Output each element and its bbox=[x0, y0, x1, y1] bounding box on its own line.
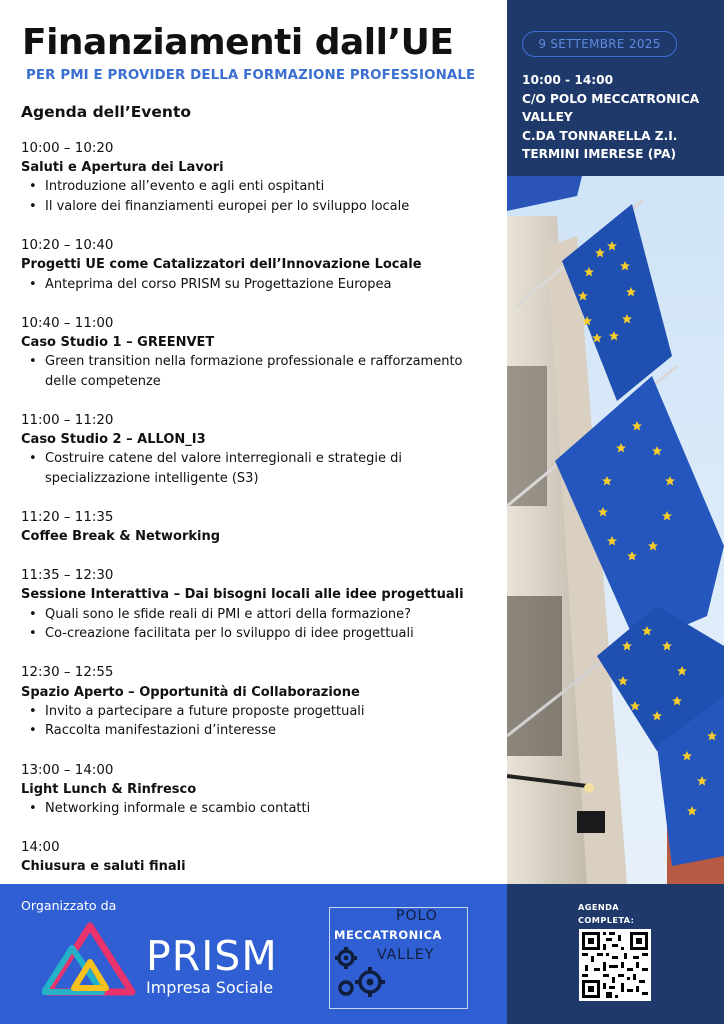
page-title: Finanziamenti dall’UE bbox=[22, 22, 454, 63]
agenda-item-title: Spazio Aperto – Opportunità di Collaborazione bbox=[21, 684, 360, 700]
event-info-panel bbox=[507, 0, 724, 176]
agenda-bullet: • Networking informale e scambio contatti bbox=[21, 799, 491, 819]
agenda-item-title: Light Lunch & Rinfresco bbox=[21, 781, 197, 797]
event-venue bbox=[522, 71, 699, 164]
eu-flags-photo bbox=[507, 176, 724, 884]
venue-line: 10:00 - 14:00 bbox=[522, 73, 614, 87]
agenda-item-bullets bbox=[21, 177, 491, 216]
prism-triangle-logo bbox=[42, 922, 138, 998]
venue-line: VALLEY bbox=[522, 110, 573, 125]
agenda-item-time: 14:00 bbox=[21, 840, 60, 856]
agenda-bullet: • Raccolta manifestazioni d’interesse bbox=[21, 721, 491, 741]
agenda-item-title: Saluti e Apertura dei Lavori bbox=[21, 160, 224, 176]
agenda-bullet: • Co-creazione facilitata per lo sviluppo di idee progettuali bbox=[21, 624, 491, 644]
agenda-item bbox=[21, 508, 491, 546]
agenda-item-time: 11:00 – 11:20 bbox=[21, 412, 114, 428]
page-subtitle: PER PMI E PROVIDER DELLA FORMAZIONE PROFESSIONALE bbox=[26, 68, 476, 83]
agenda-item-title: Caso Studio 1 – GREENVET bbox=[21, 334, 215, 350]
agenda-item-time: 13:00 – 14:00 bbox=[21, 762, 114, 778]
gears-icon bbox=[332, 944, 392, 1004]
prism-subtitle: Impresa Sociale bbox=[146, 978, 274, 997]
agenda-item-time: 10:20 – 10:40 bbox=[21, 238, 114, 254]
agenda-bullet: • Costruire catene del valore interregionali e strategie di specializzazione intelligente (S3) bbox=[21, 449, 491, 488]
agenda-heading: Agenda dell’Evento bbox=[21, 103, 192, 121]
venue-line: TERMINI IMERESE (PA) bbox=[522, 147, 677, 162]
prism-name: PRISM bbox=[146, 932, 278, 980]
agenda-item-time: 11:20 – 11:35 bbox=[21, 510, 114, 526]
agenda-item bbox=[21, 663, 491, 741]
agenda-list bbox=[21, 139, 491, 896]
agenda-bullet: • Invito a partecipare a future proposte progettuali bbox=[21, 702, 491, 722]
agenda-item-time: 12:30 – 12:55 bbox=[21, 665, 114, 681]
full-agenda-label-line: AGENDA bbox=[578, 902, 620, 912]
agenda-item-bullets bbox=[21, 449, 491, 488]
event-date-badge: 9 SETTEMBRE 2025 bbox=[522, 31, 677, 57]
agenda-item bbox=[21, 314, 491, 392]
agenda-item-bullets bbox=[21, 352, 491, 391]
agenda-item-bullets bbox=[21, 799, 491, 819]
footer-organizers bbox=[0, 884, 507, 1024]
polo-logo-line2: MECCATRONICA bbox=[334, 928, 442, 942]
agenda-item-time: 10:00 – 10:20 bbox=[21, 141, 114, 156]
agenda-bullet: • Green transition nella formazione professionale e rafforzamento delle competenze bbox=[21, 352, 491, 391]
agenda-item bbox=[21, 566, 491, 644]
organized-by-label: Organizzato da bbox=[21, 898, 117, 913]
agenda-item-title: Chiusura e saluti finali bbox=[21, 859, 186, 875]
agenda-item bbox=[21, 411, 491, 489]
agenda-item-bullets bbox=[21, 275, 491, 295]
qr-code[interactable] bbox=[579, 929, 651, 1001]
agenda-bullet: • Il valore dei finanziamenti europei per lo sviluppo locale bbox=[21, 197, 491, 217]
qr-panel bbox=[507, 884, 724, 1024]
polo-logo-line3: VALLEY bbox=[377, 947, 435, 963]
agenda-item-bullets bbox=[21, 605, 491, 644]
agenda-item bbox=[21, 761, 491, 819]
full-agenda-label-line: COMPLETA: bbox=[578, 914, 635, 925]
agenda-bullet: • Quali sono le sfide reali di PMI e attori della formazione? bbox=[21, 605, 491, 625]
agenda-item bbox=[21, 139, 491, 217]
agenda-item bbox=[21, 838, 491, 876]
agenda-bullet: • Anteprima del corso PRISM su Progettazione Europea bbox=[21, 275, 491, 295]
agenda-item-title: Sessione Interattiva – Dai bisogni locali alle idee progettuali bbox=[21, 587, 464, 603]
agenda-item-title: Coffee Break & Networking bbox=[21, 529, 221, 545]
agenda-item bbox=[21, 236, 491, 294]
agenda-bullet: • Introduzione all’evento e agli enti ospitanti bbox=[21, 177, 491, 197]
agenda-item-title: Progetti UE come Catalizzatori dell’Innovazione Locale bbox=[21, 257, 422, 273]
agenda-item-time: 11:35 – 12:30 bbox=[21, 568, 114, 584]
venue-line: C.DA TONNARELLA Z.I. bbox=[522, 128, 678, 143]
venue-line: C/O POLO MECCATRONICA bbox=[522, 91, 700, 106]
agenda-item-time: 10:40 – 11:00 bbox=[21, 315, 114, 331]
polo-logo-line1: POLO bbox=[396, 908, 438, 924]
agenda-item-bullets bbox=[21, 702, 491, 741]
agenda-item-title: Caso Studio 2 – ALLON_I3 bbox=[21, 432, 206, 448]
full-agenda-label bbox=[578, 901, 634, 926]
